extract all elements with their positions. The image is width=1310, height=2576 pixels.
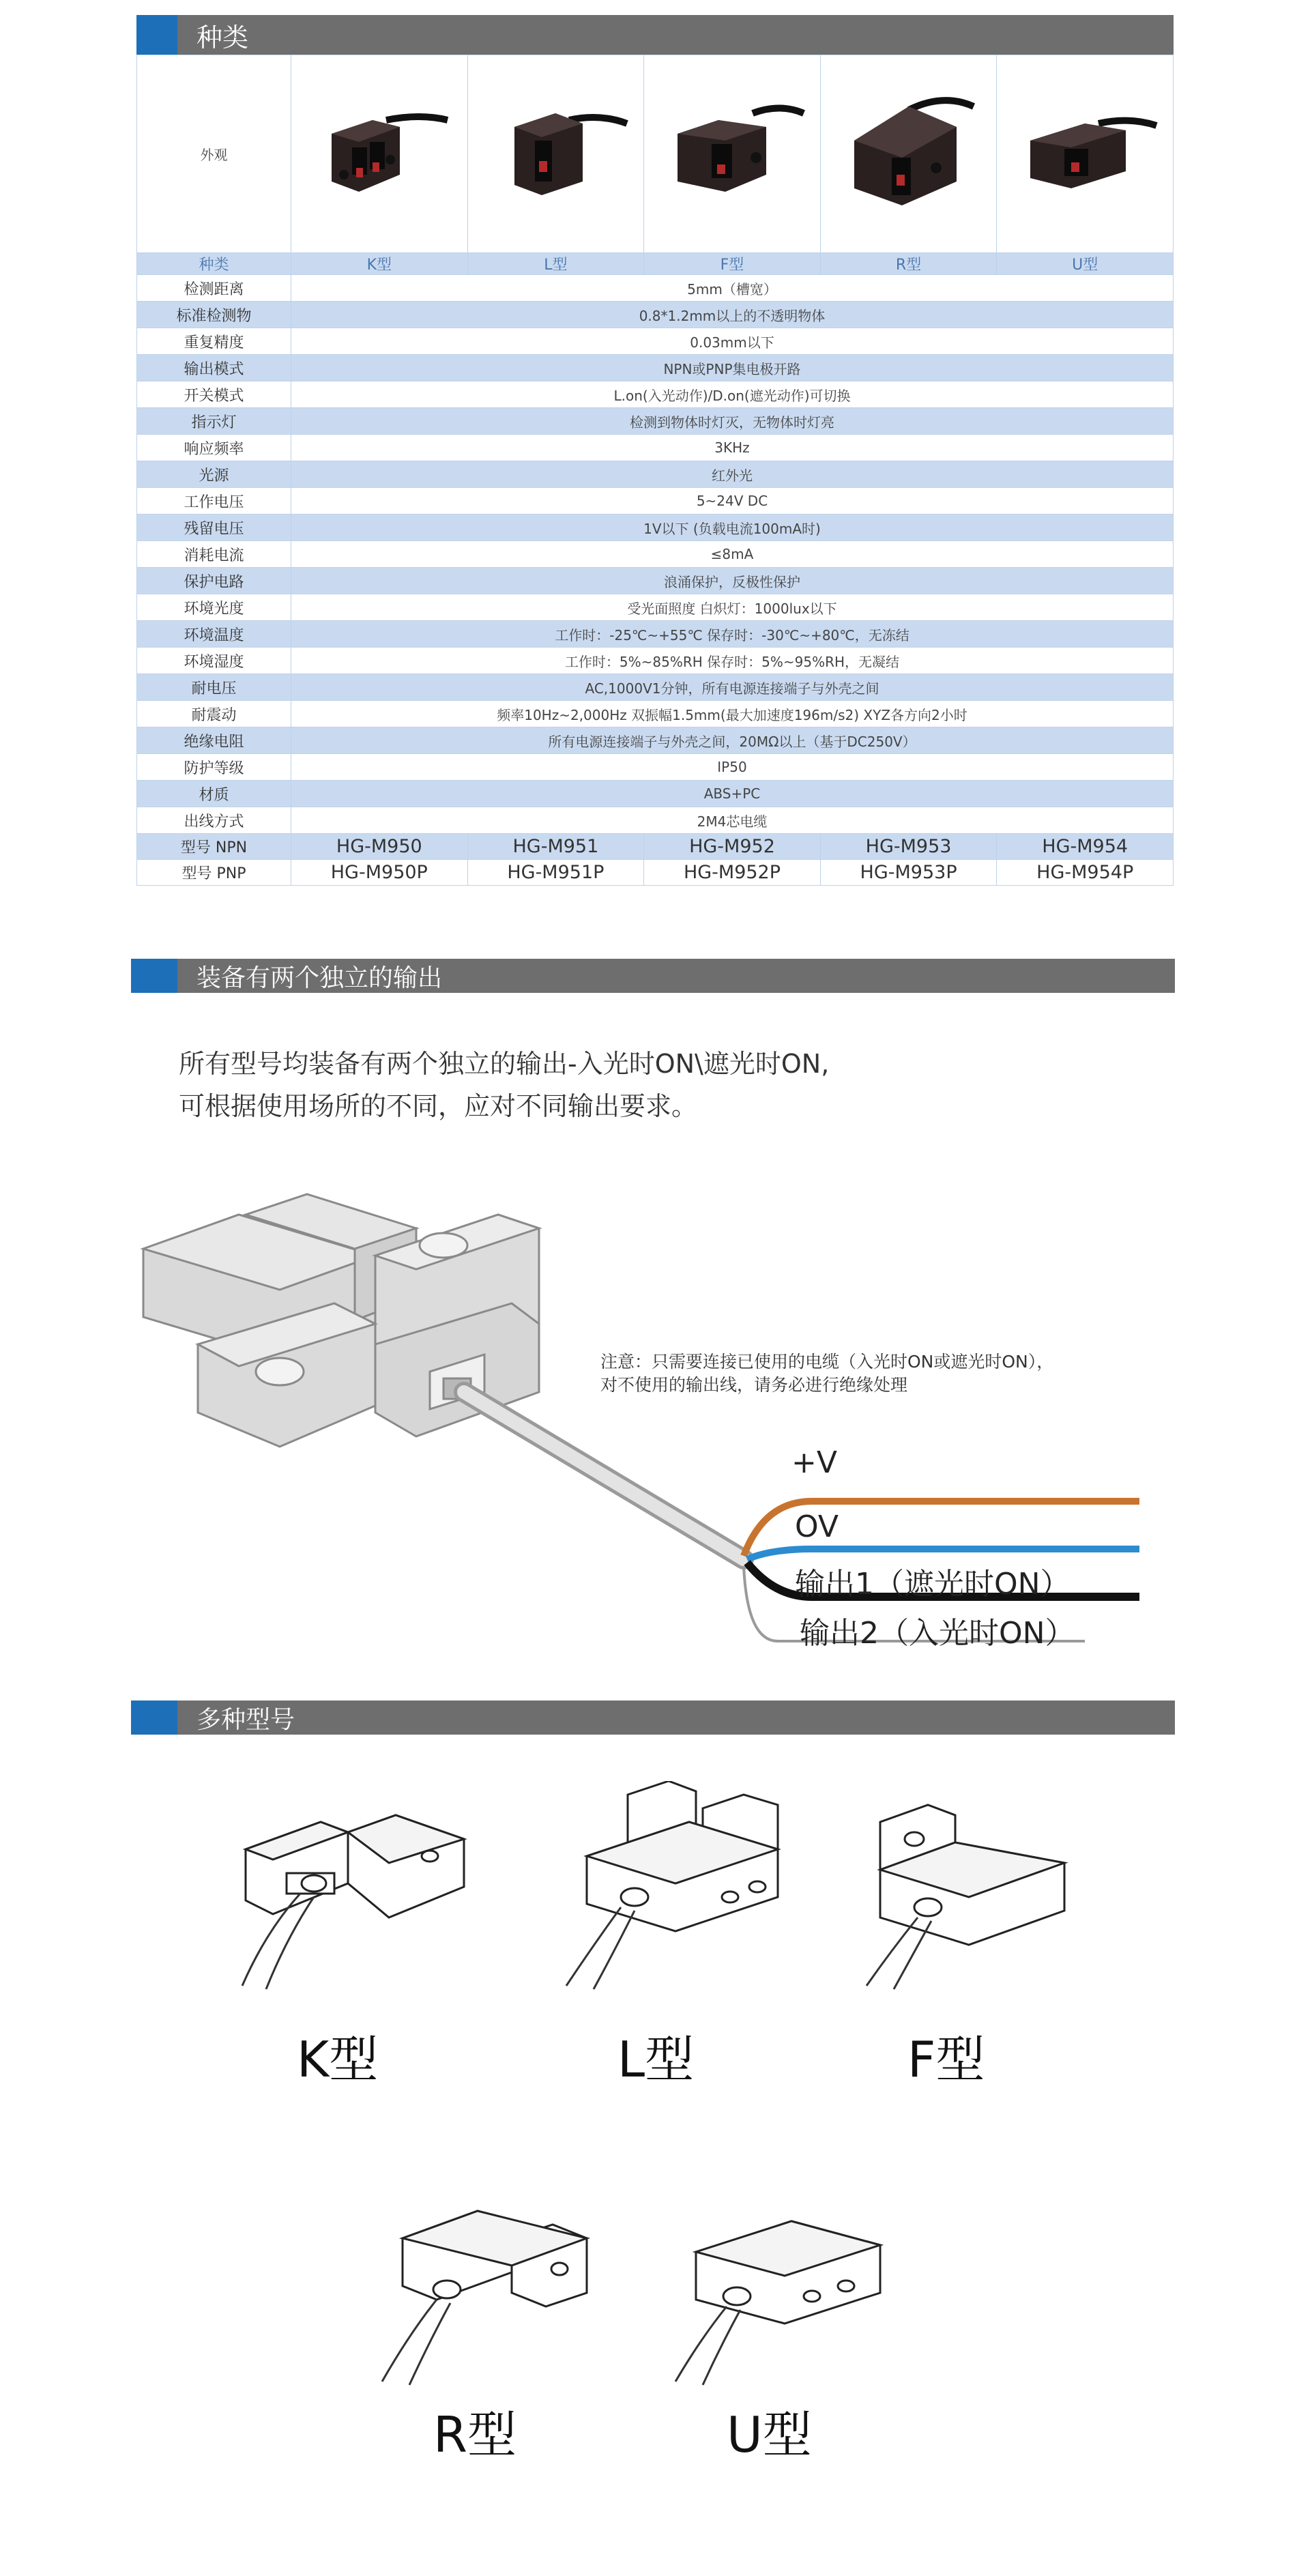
model-row-npn xyxy=(137,834,1174,860)
spec-row xyxy=(137,381,1174,408)
section2-title: 装备有两个独立的输出 xyxy=(196,964,443,992)
model-cell: HG-M950 xyxy=(291,834,468,860)
spec-row xyxy=(137,781,1174,807)
spec-value: NPN或PNP集电极开路 xyxy=(291,355,1174,381)
spec-value: 5mm（槽宽） xyxy=(291,275,1174,302)
spec-value: IP50 xyxy=(291,754,1174,781)
model-cell: HG-M952 xyxy=(644,834,821,860)
spec-value: 0.03mm以下 xyxy=(291,328,1174,355)
spec-row xyxy=(137,594,1174,621)
spec-value: 3KHz xyxy=(291,435,1174,461)
note-line-1: 注意：只需要连接已使用的电缆（入光时ON或遮光时ON）， xyxy=(600,1352,1054,1372)
type-row xyxy=(137,253,1174,275)
spec-row xyxy=(137,701,1174,727)
model-cell: HG-M954P xyxy=(997,860,1174,886)
type-cell: F型 xyxy=(644,253,821,275)
spec-row xyxy=(137,328,1174,355)
spec-row xyxy=(137,435,1174,461)
type-cell: U型 xyxy=(997,253,1174,275)
spec-value: 浪涌保护，反极性保护 xyxy=(291,568,1174,594)
spec-row xyxy=(137,568,1174,594)
spec-label: 指示灯 xyxy=(137,408,291,435)
spec-value: 频率10Hz~2,000Hz 双振幅1.5mm(最大加速度196m/s2) XYZ各方向2小时 xyxy=(291,701,1174,727)
type-label-k: K型 xyxy=(297,2031,379,2088)
spec-value: 红外光 xyxy=(291,461,1174,488)
wire-label-output2: 输出2（入光时ON） xyxy=(800,1616,1075,1651)
model-cell: HG-M951 xyxy=(467,834,644,860)
photo-u-type xyxy=(997,55,1174,253)
type-cell: L型 xyxy=(467,253,644,275)
spec-label: 耐电压 xyxy=(137,674,291,701)
spec-label: 光源 xyxy=(137,461,291,488)
spec-label: 出线方式 xyxy=(137,807,291,834)
note-line-2: 对不使用的输出线，请务必进行绝缘处理 xyxy=(600,1375,908,1395)
spec-table xyxy=(136,55,1174,886)
model-cell: HG-M953P xyxy=(820,860,997,886)
type-row-label: 种类 xyxy=(137,253,291,275)
spec-row xyxy=(137,807,1174,834)
section3-title: 多种型号 xyxy=(196,1705,295,1734)
spec-row xyxy=(137,621,1174,648)
r-type-drawing xyxy=(362,2190,607,2388)
spec-value: ABS+PC xyxy=(291,781,1174,807)
u-type-drawing xyxy=(655,2204,901,2388)
type-cell: R型 xyxy=(820,253,997,275)
spec-label: 工作电压 xyxy=(137,488,291,515)
spec-label: 环境光度 xyxy=(137,594,291,621)
wire-label-ov: OV xyxy=(795,1509,839,1544)
type-label-u: U型 xyxy=(727,2406,812,2463)
section1-header xyxy=(136,15,1174,55)
spec-value: ≤8mA xyxy=(291,541,1174,568)
spec-value: 受光面照度 白炽灯：1000lux以下 xyxy=(291,594,1174,621)
k-type-drawing xyxy=(239,1795,484,1993)
spec-value: 工作时：-25℃~+55℃ 保存时：-30℃~+80℃，无冻结 xyxy=(291,621,1174,648)
spec-label: 环境湿度 xyxy=(137,648,291,674)
spec-label: 消耗电流 xyxy=(137,541,291,568)
spec-row xyxy=(137,674,1174,701)
section2-header xyxy=(131,959,1175,993)
type-label-f: F型 xyxy=(907,2031,985,2088)
photo-l-type xyxy=(467,55,644,253)
spec-row xyxy=(137,648,1174,674)
intro-line-2: 可根据使用场所的不同，应对不同输出要求。 xyxy=(179,1091,698,1121)
spec-label: 开关模式 xyxy=(137,381,291,408)
type-label-l: L型 xyxy=(617,2031,695,2088)
spec-label: 输出模式 xyxy=(137,355,291,381)
spec-value: 0.8*1.2mm以上的不透明物体 xyxy=(291,302,1174,328)
wire-label-output1: 输出1（遮光时ON） xyxy=(795,1567,1071,1602)
spec-row xyxy=(137,275,1174,302)
spec-label: 保护电路 xyxy=(137,568,291,594)
photo-k-type xyxy=(291,55,468,253)
spec-label: 环境温度 xyxy=(137,621,291,648)
spec-label: 耐震动 xyxy=(137,701,291,727)
spec-label: 残留电压 xyxy=(137,515,291,541)
appearance-row xyxy=(137,55,1174,253)
model-cell: HG-M952P xyxy=(644,860,821,886)
model-cell: HG-M951P xyxy=(467,860,644,886)
photo-r-type xyxy=(820,55,997,253)
model-row-pnp xyxy=(137,860,1174,886)
f-type-drawing xyxy=(853,1788,1085,1993)
model-cell: HG-M954 xyxy=(997,834,1174,860)
l-type-drawing xyxy=(553,1781,798,1993)
spec-row xyxy=(137,355,1174,381)
spec-value: L.on(入光动作)/D.on(遮光动作)可切换 xyxy=(291,381,1174,408)
spec-label: 检测距离 xyxy=(137,275,291,302)
wire-label-plus-v: +V xyxy=(791,1445,837,1480)
spec-row xyxy=(137,408,1174,435)
spec-row xyxy=(137,488,1174,515)
section1-title: 种类 xyxy=(196,22,249,53)
spec-row xyxy=(137,727,1174,754)
appearance-label: 外观 xyxy=(137,55,291,253)
spec-value: 所有电源连接端子与外壳之间，20MΩ以上（基于DC250V） xyxy=(291,727,1174,754)
spec-value: 工作时：5%~85%RH 保存时：5%~95%RH，无凝结 xyxy=(291,648,1174,674)
spec-row xyxy=(137,541,1174,568)
spec-label: 标准检测物 xyxy=(137,302,291,328)
spec-value: 检测到物体时灯灭，无物体时灯亮 xyxy=(291,408,1174,435)
spec-value: AC,1000V1分钟，所有电源连接端子与外壳之间 xyxy=(291,674,1174,701)
model-cell: HG-M953 xyxy=(820,834,997,860)
section3-header xyxy=(131,1701,1175,1735)
type-label-r: R型 xyxy=(433,2406,517,2463)
spec-value: 2M4芯电缆 xyxy=(291,807,1174,834)
model-cell: HG-M950P xyxy=(291,860,468,886)
type-cell: K型 xyxy=(291,253,468,275)
spec-label: 绝缘电阻 xyxy=(137,727,291,754)
spec-label: 防护等级 xyxy=(137,754,291,781)
spec-label: 响应频率 xyxy=(137,435,291,461)
spec-row xyxy=(137,461,1174,488)
spec-value: 5~24V DC xyxy=(291,488,1174,515)
model-npn-label: 型号 NPN xyxy=(137,834,291,860)
model-pnp-label: 型号 PNP xyxy=(137,860,291,886)
spec-label: 材质 xyxy=(137,781,291,807)
spec-value: 1V以下 (负载电流100mA时) xyxy=(291,515,1174,541)
spec-label: 重复精度 xyxy=(137,328,291,355)
intro-line-1: 所有型号均装备有两个独立的输出-入光时ON\遮光时ON, xyxy=(179,1049,830,1079)
photo-f-type xyxy=(644,55,821,253)
spec-row xyxy=(137,754,1174,781)
spec-row xyxy=(137,515,1174,541)
spec-row xyxy=(137,302,1174,328)
